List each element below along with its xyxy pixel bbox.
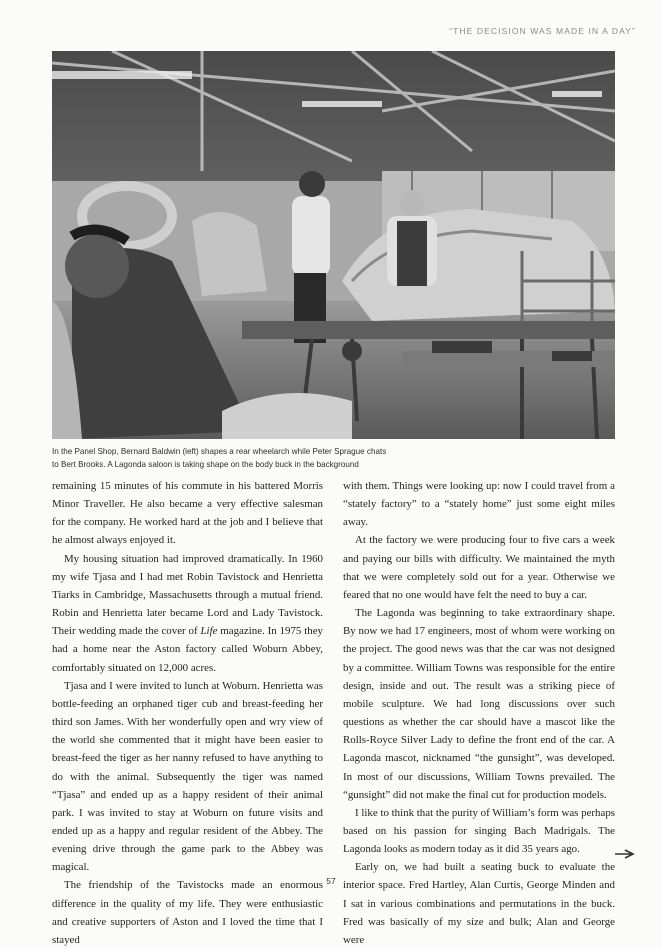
paragraph: At the factory we were producing four to five cars a week and paying our bills with difficulty. We maintained the myth that we were completely sold out for a year. Otherwise we feared that no one would have felt the need to buy a car. bbox=[343, 534, 615, 601]
continue-arrow-icon bbox=[615, 849, 637, 859]
text-run: My housing situation had improved dramatically. In 1960 my wife Tjasa and I had met Robin Tavistock and Henrietta Tiarks in Cambridge, Massachusetts through a mutual friend. Robin and Henrietta later became Lord and Lady Tavistock. Their wedding made the cover of bbox=[52, 552, 323, 638]
paragraph bbox=[52, 550, 323, 677]
paragraph: The Lagonda was beginning to take extraordinary shape. By now we had 17 engineers, most of whom were working on the project. The good news was that the car was not designed by a committee. William Towns was responsible for the entire design, inside and out. The result was a striking piece of mobile sculpture. We had long discussions over such questions as whether the car should have a mascot like the Rolls-Royce Silver Lady to define the front end of the car. A Lagonda mascot, nicknamed “the gunsight”, was developed. In most of our discussions, William Towns prevailed. The “gunsight” did not make the final cut for production models. bbox=[343, 607, 615, 801]
text-run: magazine. In 1975 they had a home near the Aston factory called Woburn Abbey, comfortably situated on 12,000 acres. bbox=[52, 625, 323, 674]
running-head: “THE DECISION WAS MADE IN A DAY” bbox=[449, 26, 636, 36]
paragraph: with them. Things were looking up: now I could travel from a “stately factory” to a “stately home” just some eight miles away. bbox=[343, 480, 615, 529]
paragraph: remaining 15 minutes of his commute in his battered Morris Minor Traveller. He also became a very effective salesman for the company. He worked hard at the job and I believe that he almost always enjoyed it. bbox=[52, 480, 323, 547]
paragraph: I like to think that the purity of William’s form was perhaps based on his passion for singing Bach Madrigals. The Lagonda looks as modern today as it did 35 years ago. bbox=[343, 806, 615, 856]
paragraph: Tjasa and I were invited to lunch at Woburn. Henrietta was bottle-feeding an orphaned tiger cub and breast-feeding her third son James. With her wonderfully open and wry view of the world she commented that it might have been easier to breast-feed the tiger as her nanny refused to have anything to do with the animal. Subsequently the tiger was named “Tjasa” and ended up as a happy resident of their animal park. I was invited to stay at Woburn on future visits and ended up as a happy and regular resident of the Abbey. The evening drive through the game park to the Abbey was magical. bbox=[52, 679, 323, 874]
paragraph: Early on, we had built a seating buck to evaluate the interior space. Fred Hartley, Alan Curtis, George Minden and I sat in various combinations and permutations in the buck. Fred was basically of my size and bulk; Alan and George were bbox=[343, 861, 615, 946]
paragraph: The friendship of the Tavistocks made an enormous difference in the quality of my life. They were enthusiastic and creative supporters of Aston and I loved the time that I stayed bbox=[52, 879, 323, 946]
magazine-title: Life bbox=[200, 625, 218, 638]
workshop-photo bbox=[52, 51, 615, 439]
page-number: 57 bbox=[326, 876, 336, 886]
caption-line-2: to Bert Brooks. A Lagonda saloon is taking shape on the body buck in the background bbox=[52, 460, 359, 469]
caption-line-1: In the Panel Shop, Bernard Baldwin (left) shapes a rear wheelarch while Peter Sprague chats bbox=[52, 447, 387, 456]
figure-caption bbox=[52, 445, 615, 471]
